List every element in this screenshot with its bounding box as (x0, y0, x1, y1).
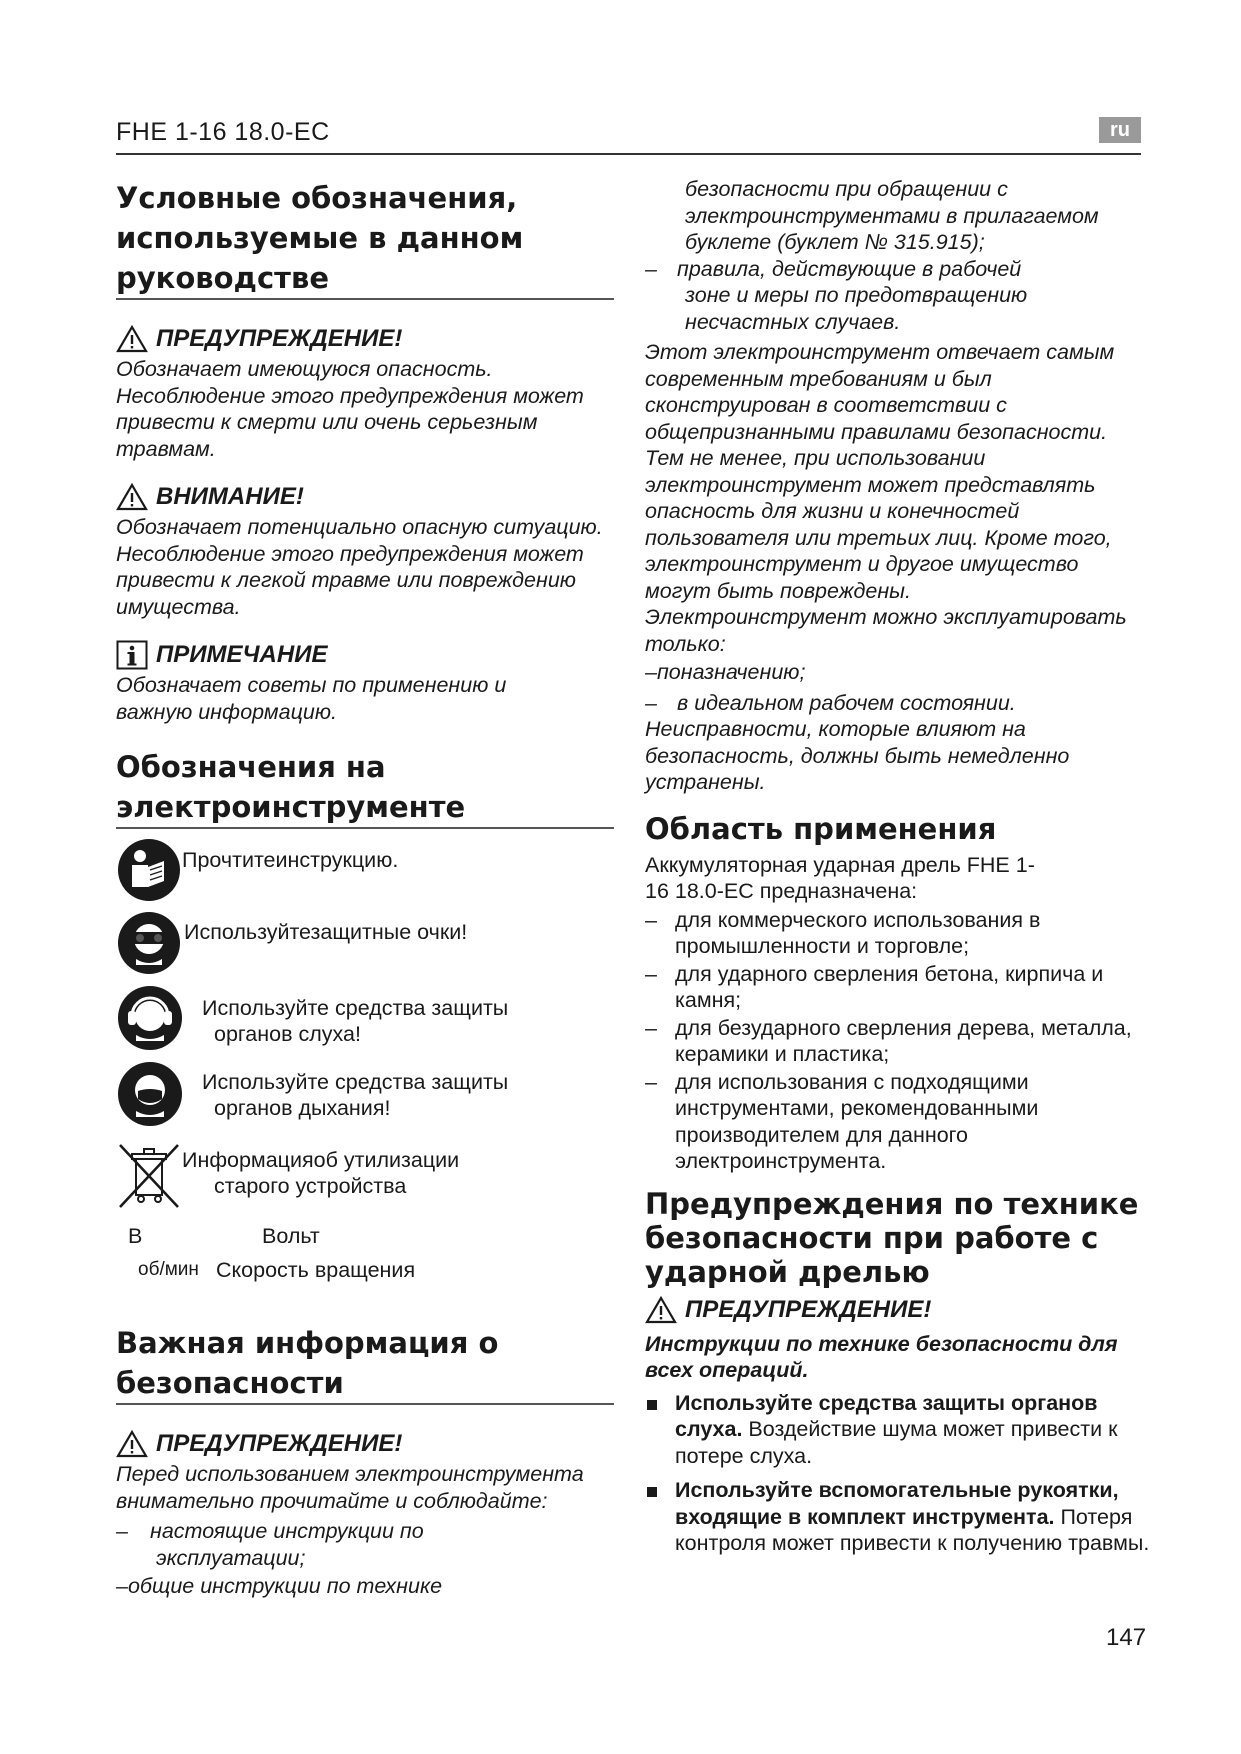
note-heading (116, 638, 614, 672)
symbol-row-goggles (116, 909, 614, 983)
list-item-general-safety-cont: безопасности при обращении с электроинструментами в прилагаемом буклете (буклет № 315.915); (685, 177, 1099, 254)
warning-description: Обозначает имеющуюся опасность. Несоблюдение этого предупреждения может привести к смерти или очень серьезным травмам. (116, 357, 584, 461)
section-title-tool-symbols: Обозначения на электроинструменте (116, 747, 614, 829)
language-badge: ru (1099, 117, 1141, 143)
info-icon (116, 640, 148, 670)
warning-heading-2 (116, 1427, 614, 1461)
unit-volt-symbol: В (128, 1224, 143, 1248)
warning-heading (116, 322, 614, 356)
list-item-general-safety: –общие инструкции по технике (116, 1574, 443, 1598)
caution-heading (116, 480, 614, 514)
unit-rpm-symbol: об/мин (138, 1259, 199, 1280)
warning-triangle-icon (116, 1430, 148, 1458)
application-item-2: – для ударного сверления бетона, кирпича и камня; (645, 961, 1104, 1012)
warning-label-3: ПРЕДУПРЕЖДЕНИЕ! (685, 1295, 932, 1323)
warning-description-2: Перед использованием электроинструмента внимательно прочитайте и соблюдайте: (116, 1462, 584, 1513)
warning-triangle-icon (116, 325, 148, 353)
symbol-text-respiratory-1: Используйте средства защиты (202, 1070, 509, 1094)
page-number: 147 (1106, 1624, 1147, 1651)
header-model-title: FHE 1-16 18.0-EC (116, 118, 330, 146)
warning-label-2: ПРЕДУПРЕЖДЕНИЕ! (156, 1430, 403, 1457)
bullet-auxiliary-handles: Используйте вспомогательные рукоятки, входящие в комплект инструмента. Потеря контроля может привести к получению травмы. (645, 1477, 1150, 1557)
section-title-important-safety: Важная информация о безопасности (116, 1323, 614, 1405)
symbol-text-read-manual: Прочтитеинструкцию. (182, 848, 399, 872)
symbol-row-read-manual (116, 837, 614, 909)
unit-row-volt (116, 1221, 614, 1255)
application-item-4: – для использования с подходящими инструментами, рекомендованными производителем для данного электроинструмента. (645, 1069, 1039, 1173)
application-intro: Аккумуляторная ударная дрель FHE 1-16 18.0-EC предназначена: (645, 852, 1035, 903)
warning-triangle-icon (116, 483, 148, 511)
symbol-text-disposal-1: Информацияоб утилизации (182, 1148, 460, 1172)
bullet-hearing-protection: Используйте средства защиты органов слуха. Воздействие шума может привести к потере слуха. (645, 1390, 1150, 1470)
read-manual-icon (116, 837, 182, 903)
safety-goggles-icon (116, 909, 182, 977)
right-column (645, 176, 1150, 1559)
use-condition-1: –поназначению; (645, 660, 806, 684)
unit-volt-description: Вольт (262, 1224, 320, 1248)
header-divider (116, 153, 1141, 155)
symbol-row-disposal (116, 1141, 614, 1221)
warning-heading-3 (645, 1293, 1150, 1327)
symbol-text-disposal-2: старого устройства (214, 1174, 407, 1198)
respiratory-protection-icon (116, 1059, 184, 1129)
use-condition-2: – в идеальном рабочем состоянии. (645, 690, 1016, 715)
section-title-drill-safety: Предупреждения по технике безопасности при работе с ударной дрелью (645, 1186, 1139, 1289)
note-description: Обозначает советы по применению и важную информацию. (116, 673, 507, 724)
application-item-1: – для коммерческого использования в промышленности и торговле; (645, 907, 1041, 958)
caution-description: Обозначает потенциально опасную ситуацию. Несоблюдение этого предупреждения может привести к легкой травме или повреждению имущества. (116, 515, 603, 619)
list-item-instructions: – настоящие инструкции по эксплуатации; (116, 1519, 424, 1570)
section-title-symbols: Условные обозначения, используемые в данном руководстве (116, 178, 614, 300)
left-column (116, 178, 614, 1600)
caution-label: ВНИМАНИЕ! (156, 483, 304, 510)
warning-label: ПРЕДУПРЕЖДЕНИЕ! (156, 325, 403, 352)
use-conditions-intro: Электроинструмент можно эксплуатировать только: (645, 605, 1127, 656)
all-operations-subheading: Инструкции по технике безопасности для всех операций. (645, 1331, 1118, 1382)
symbol-row-respiratory (116, 1059, 614, 1141)
symbol-text-ear-protection-2: органов слуха! (214, 1022, 361, 1046)
ear-protection-icon (116, 983, 184, 1053)
warning-triangle-icon (645, 1296, 677, 1324)
symbol-text-goggles: Используйтезащитные очки! (184, 920, 468, 944)
unit-rpm-description: Скорость вращения (216, 1258, 416, 1282)
unit-row-rpm (116, 1255, 614, 1295)
crossed-bin-icon (116, 1141, 182, 1211)
symbol-text-respiratory-2: органов дыхания! (214, 1096, 391, 1120)
symbol-row-ear-protection (116, 983, 614, 1059)
symbol-text-ear-protection-1: Используйте средства защиты (202, 996, 509, 1020)
section-title-application: Область применения (645, 811, 997, 846)
application-item-3: – для безударного сверления дерева, металла, керамики и пластика; (645, 1015, 1132, 1066)
defects-paragraph: Неисправности, которые влияют на безопасность, должны быть немедленно устранены. (645, 717, 1070, 794)
safety-paragraph: Этот электроинструмент отвечает самым современным требованиям и был сконструирован в соответствии с общепризнанными правилами безопасности. Тем не менее, при использовании электроинструмент может представлять опасность для жизни и конечностей пользователя или третьих лиц. Кроме того, электроинструмент и другое имущество могут быть повреждены. (645, 340, 1115, 603)
list-item-workplace-rules: – правила, действующие в рабочей зоне и меры по предотвращению несчастных случаев. (645, 256, 1028, 334)
note-label: ПРИМЕЧАНИЕ (156, 641, 328, 668)
